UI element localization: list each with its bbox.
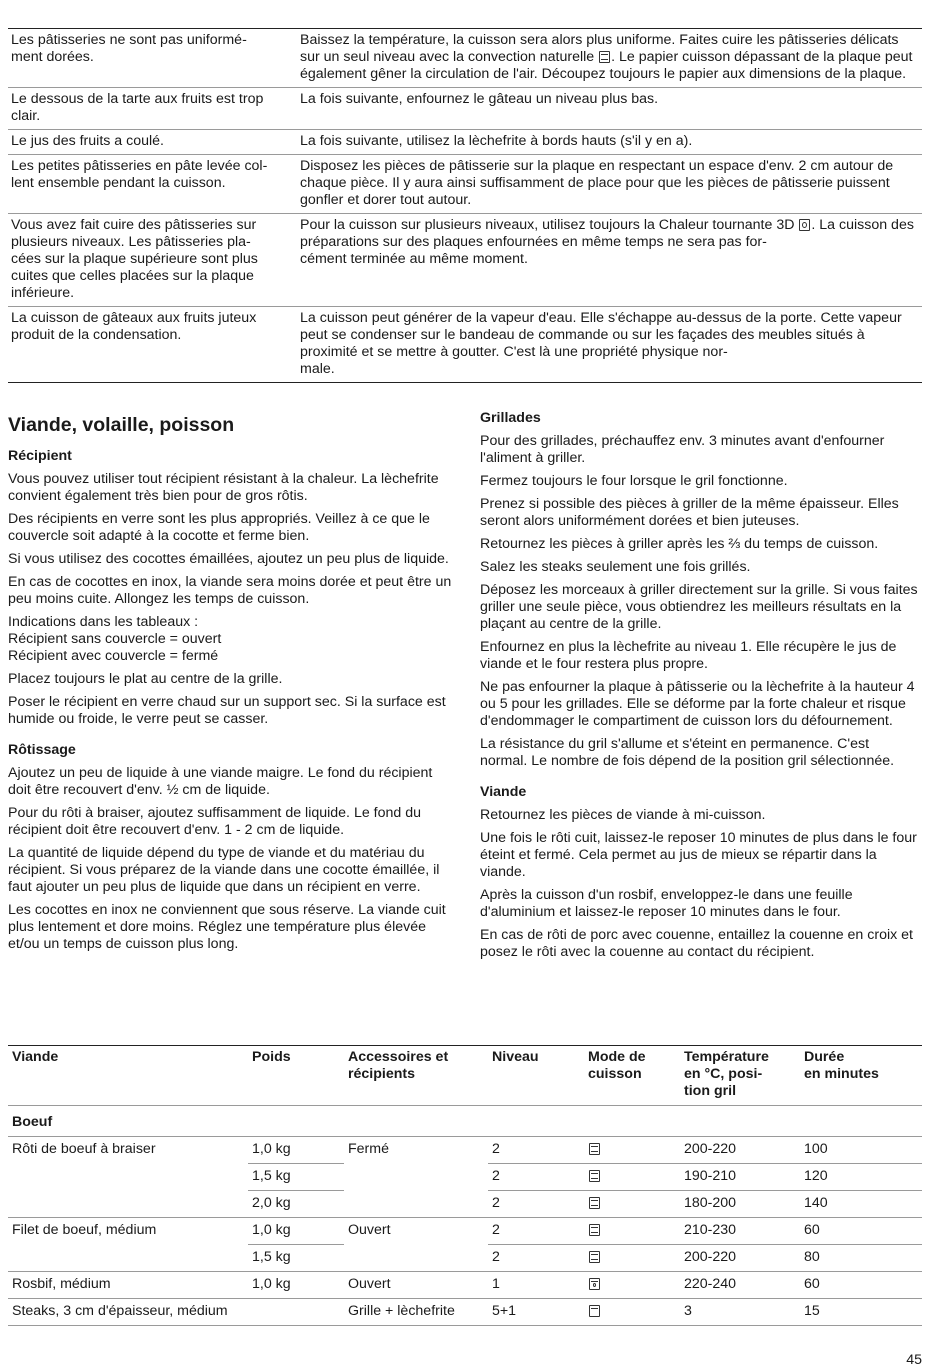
trouble-row: [8, 88, 922, 130]
table-row: [8, 1299, 922, 1326]
solution-cell: [298, 32, 922, 83]
paragraph: Retournez les pièces de viande à mi-cuisson.: [480, 807, 766, 823]
3d-hot-air-icon: [799, 219, 810, 231]
mode-cell: [584, 1191, 680, 1218]
temp-cell: 200-220: [680, 1245, 800, 1272]
acc-cell: Ouvert: [348, 1222, 391, 1238]
level-cell: 1: [488, 1272, 584, 1299]
paragraph: Pour des grillades, préchauffez env. 3 minutes avant d'enfourner l'aliment à griller.: [480, 433, 885, 466]
page-number: 45: [906, 1352, 922, 1368]
temp-cell: 190-210: [680, 1164, 800, 1191]
table-row: [8, 1191, 922, 1218]
weight-cell: 1,0 kg: [248, 1272, 344, 1299]
paragraph: Salez les steaks seulement une fois grillés.: [480, 559, 751, 575]
paragraph: En cas de rôti de porc avec couenne, entaillez la couenne en croix et posez le rôti avec la couenne au contact du récipient.: [480, 927, 913, 960]
solution-text: . Le papier cuisson dépassant de la plaque peut également gêner la circulation de l'air. Découpez toujours le papier aux dimensions de la plaque.: [300, 49, 913, 82]
paragraph: Fermez toujours le four lorsque le gril fonctionne.: [480, 473, 788, 489]
name-cell: Rosbif, médium: [8, 1272, 248, 1299]
problem-cell: Vous avez fait cuire des pâtisseries sur plusieurs niveaux. Les pâtisseries pla- cées sur la plaque supérieure sont plus cuites que celles placées sur la plaque inférieure.: [11, 217, 258, 301]
recipient-heading: Récipient: [8, 448, 72, 464]
solution-text: La fois suivante, enfournez le gâteau un niveau plus bas.: [300, 91, 659, 107]
column-header: Niveau: [488, 1046, 584, 1106]
acc-cell: Fermé: [348, 1141, 389, 1157]
solution-cell: [298, 133, 922, 150]
table-row: [8, 1164, 922, 1191]
paragraph: Déposez les morceaux à griller directement sur la grille. Si vous faites griller une seule pièce, vous obtiendrez les meilleurs résultats en la plaçant au centre de la grille.: [480, 582, 918, 632]
left-column: [8, 410, 454, 959]
column-header: Mode de cuisson: [584, 1046, 680, 1106]
paragraph: Retournez les pièces à griller après les ⅔ du temps de cuisson.: [480, 536, 879, 552]
weight-cell: 1,0 kg: [248, 1137, 344, 1164]
paragraph: Les cocottes en inox ne conviennent que sous réserve. La viande cuit plus lentement et dore moins. Réglez une température plus élevée et/ou un temps de cuisson plus long.: [8, 902, 446, 952]
paragraph: Ajoutez un peu de liquide à une viande maigre. Le fond du récipient doit être recouvert d'env. ½ cm de liquide.: [8, 765, 433, 798]
time-cell: 80: [800, 1245, 922, 1272]
temp-cell: 3: [680, 1299, 800, 1326]
problem-cell: La cuisson de gâteaux aux fruits juteux produit de la condensation.: [11, 310, 257, 343]
solution-cell: [298, 217, 922, 302]
column-header: Accessoires et récipients: [344, 1046, 488, 1106]
column-header: Durée en minutes: [800, 1046, 922, 1106]
paragraph: Si vous utilisez des cocottes émaillées, ajoutez un peu plus de liquide.: [8, 551, 449, 567]
problem-cell: Le dessous de la tarte aux fruits est trop clair.: [11, 91, 264, 124]
solution-cell: [298, 158, 922, 209]
top-bottom-heat-icon: [589, 1224, 600, 1236]
time-cell: 100: [800, 1137, 922, 1164]
paragraph: Placez toujours le plat au centre de la grille.: [8, 671, 283, 687]
section-label: Boeuf: [8, 1106, 922, 1137]
table-row: [8, 1272, 922, 1299]
trouble-row: [8, 29, 922, 88]
time-cell: 140: [800, 1191, 922, 1218]
trouble-row: [8, 155, 922, 214]
problem-cell: Le jus des fruits a coulé.: [11, 133, 164, 149]
paragraph: Prenez si possible des pièces à griller de la même épaisseur. Elles seront alors uniformément dorées et bien juteuses.: [480, 496, 899, 529]
name-cell: [8, 1245, 248, 1272]
temp-cell: 220-240: [680, 1272, 800, 1299]
name-cell: Filet de boeuf, médium: [12, 1222, 157, 1238]
mode-cell: [584, 1137, 680, 1164]
weight-cell: 1,5 kg: [248, 1245, 344, 1272]
solution-text: La fois suivante, utilisez la lèchefrite à bords hauts (s'il y en a).: [300, 133, 693, 149]
weight-cell: 1,5 kg: [248, 1164, 344, 1191]
acc-cell: Ouvert: [344, 1272, 488, 1299]
acc-cell: Grille + lèchefrite: [344, 1299, 488, 1326]
solution-cell: [298, 91, 922, 125]
table-row: [8, 1218, 922, 1245]
level-cell: 2: [488, 1191, 584, 1218]
paragraph: Vous pouvez utiliser tout récipient résistant à la chaleur. La lèchefrite convient également très bien pour de gros rôtis.: [8, 471, 439, 504]
viande-heading: Viande: [480, 784, 527, 800]
mode-cell: [584, 1245, 680, 1272]
name-cell: Rôti de boeuf à braiser: [12, 1141, 156, 1157]
paragraph: Poser le récipient en verre chaud sur un support sec. Si la surface est humide ou froide, le verre peut se casser.: [8, 694, 446, 727]
rotissage-text: [8, 765, 454, 953]
mode-cell: [584, 1299, 680, 1326]
name-cell: Steaks, 3 cm d'épaisseur, médium: [8, 1299, 248, 1326]
section-title: Viande, volaille, poisson: [8, 414, 235, 436]
name-cell: [8, 1164, 248, 1191]
problem-cell: Les petites pâtisseries en pâte levée col- lent ensemble pendant la cuisson.: [11, 158, 268, 191]
trouble-row: [8, 307, 922, 382]
solution-text: Disposez les pièces de pâtisserie sur la plaque en respectant un espace d'env. 2 cm autour de chaque pièce. Il y aura ainsi suffisamment de place pour que les pièces de pâtisserie puissent gonfler et dorer tout autour.: [300, 158, 894, 208]
paragraph: Indications dans les tableaux : Récipient sans couvercle = ouvert Récipient avec couvercle = fermé: [8, 614, 222, 664]
grill-icon: [589, 1305, 600, 1317]
level-cell: 5+1: [488, 1299, 584, 1326]
grillades-heading: Grillades: [480, 410, 541, 426]
time-cell: 120: [800, 1164, 922, 1191]
level-cell: 2: [488, 1164, 584, 1191]
meat-cooking-table: [8, 1045, 922, 1326]
paragraph: La quantité de liquide dépend du type de viande et du matériau du récipient. Si vous préparez de la viande dans une cocotte émaillée, il faut ajouter un peu plus de liquide que dans un récipient en verre.: [8, 845, 440, 895]
acc-cell: [344, 1245, 488, 1272]
top-bottom-heat-icon: [589, 1197, 600, 1209]
hot-air-grill-icon: [589, 1278, 600, 1290]
solution-text: Baissez la température, la cuisson sera alors plus uniforme. Faites cuire les pâtisseries délicats sur un seul niveau avec la convection naturelle: [300, 32, 899, 65]
paragraph: Enfournez en plus la lèchefrite au niveau 1. Elle récupère le jus de viande et le four restera plus propre.: [480, 639, 897, 672]
table-row: [8, 1245, 922, 1272]
solution-cell: [298, 310, 922, 378]
grillades-text: [480, 433, 920, 770]
acc-cell: [344, 1164, 488, 1191]
name-cell: [8, 1191, 248, 1218]
temp-cell: 180-200: [680, 1191, 800, 1218]
recipient-text: [8, 471, 454, 728]
solution-text: Pour la cuisson sur plusieurs niveaux, utilisez toujours la Chaleur tournante 3D: [300, 217, 799, 233]
top-bottom-heat-icon: [589, 1170, 600, 1182]
top-bottom-heat-icon: [599, 51, 610, 63]
table-row: [8, 1137, 922, 1164]
weight-cell: 1,0 kg: [248, 1218, 344, 1245]
troubleshooting-table: [8, 28, 922, 383]
paragraph: Une fois le rôti cuit, laissez-le reposer 10 minutes de plus dans le four éteint et fermé. Cela permet au jus de mieux se répartir dans la viande.: [480, 830, 917, 880]
mode-cell: [584, 1218, 680, 1245]
paragraph: Ne pas enfourner la plaque à pâtisserie ou la lèchefrite à la hauteur 4 ou 5 pour les grillades. Elle se déforme par la forte chaleur et risque d'endommager le compartiment de cuisson lors du défournement.: [480, 679, 915, 729]
level-cell: 2: [488, 1245, 584, 1272]
paragraph: Pour du rôti à braiser, ajoutez suffisamment de liquide. Le fond du récipient doit être recouvert d'env. 1 - 2 cm de liquide.: [8, 805, 422, 838]
weight-cell: [248, 1299, 344, 1326]
time-cell: 60: [800, 1272, 922, 1299]
paragraph: En cas de cocottes en inox, la viande sera moins dorée et peut être un peu moins cuite. Allongez les temps de cuisson.: [8, 574, 452, 607]
problem-cell: Les pâtisseries ne sont pas uniformé- ment dorées.: [11, 32, 247, 65]
paragraph: Après la cuisson d'un rosbif, enveloppez-le dans une feuille d'aluminium et laissez-le reposer 10 minutes dans le four.: [480, 887, 853, 920]
time-cell: 15: [800, 1299, 922, 1326]
trouble-row: [8, 214, 922, 307]
acc-cell: [344, 1191, 488, 1218]
top-bottom-heat-icon: [589, 1251, 600, 1263]
viande-text: [480, 807, 920, 961]
mode-cell: [584, 1164, 680, 1191]
temp-cell: 210-230: [680, 1218, 800, 1245]
time-cell: 60: [800, 1218, 922, 1245]
paragraph: Des récipients en verre sont les plus appropriés. Veillez à ce que le couvercle soit adapté à la cocotte et ferme bien.: [8, 511, 430, 544]
paragraph: La résistance du gril s'allume et s'éteint en permanence. C'est normal. Le nombre de fois dépend de la position gril sélectionnée.: [480, 736, 895, 769]
right-column: [480, 410, 920, 967]
trouble-row: [8, 130, 922, 155]
rotissage-heading: Rôtissage: [8, 742, 76, 758]
mode-cell: [584, 1272, 680, 1299]
solution-text: La cuisson peut générer de la vapeur d'eau. Elle s'échappe au-dessus de la porte. Cette vapeur peut se condenser sur le bandeau de commande ou sur les façades des meubles situés à proximité et se mettre à goutter. C'est là une propriété physique nor- male.: [300, 310, 902, 377]
column-header: Température en °C, posi- tion gril: [680, 1046, 800, 1106]
level-cell: 2: [488, 1218, 584, 1245]
column-header: Viande: [8, 1046, 248, 1106]
top-bottom-heat-icon: [589, 1143, 600, 1155]
solution-text: . La cuisson des préparations sur des plaques enfournées en même temps ne sera pas for- cément terminée au même moment.: [300, 217, 914, 267]
level-cell: 2: [488, 1137, 584, 1164]
temp-cell: 200-220: [680, 1137, 800, 1164]
column-header: Poids: [248, 1046, 344, 1106]
weight-cell: 2,0 kg: [248, 1191, 344, 1218]
